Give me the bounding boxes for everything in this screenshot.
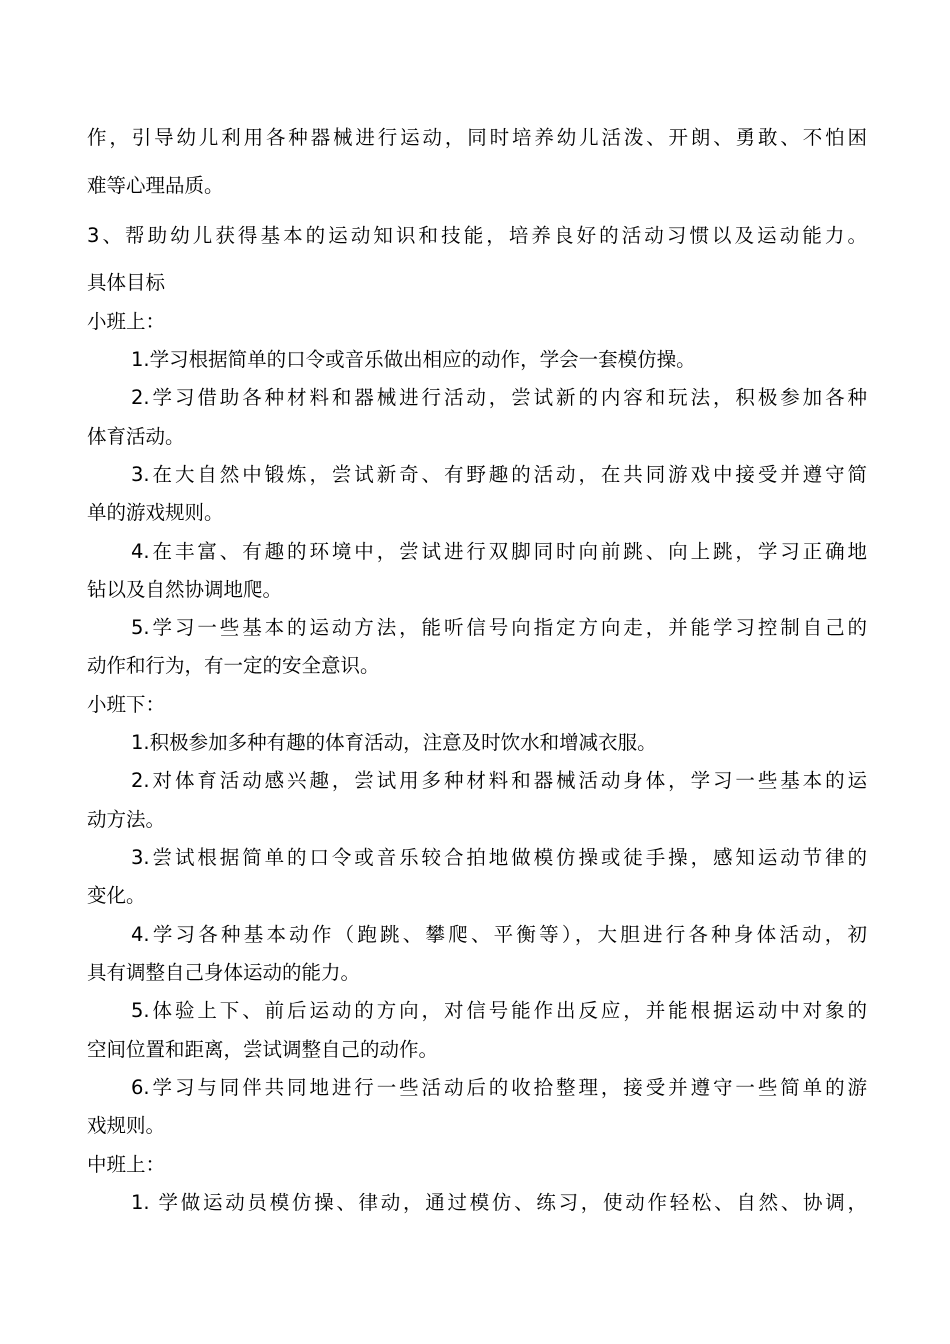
small-lower-item-2-line-1: 2.对体育活动感兴趣，尝试用多种材料和器械活动身体，学习一些基本的运 — [131, 769, 867, 792]
small-lower-heading: 小班下： — [87, 693, 166, 716]
intro-line-1: 作，引导幼儿利用各种器械进行运动，同时培养幼儿活泼、开朗、勇敢、不怕困 — [87, 126, 867, 149]
small-lower-item-4-line-1: 4.学习各种基本动作（跑跳、攀爬、平衡等），大胆进行各种身体活动，初 — [131, 923, 867, 946]
small-lower-item-4-line-2: 具有调整自己身体运动的能力。 — [87, 961, 361, 984]
specific-goals-heading: 具体目标 — [87, 271, 166, 294]
small-upper-item-5-line-2: 动作和行为，有一定的安全意识。 — [87, 654, 380, 677]
middle-upper-heading: 中班上： — [87, 1153, 166, 1176]
small-upper-item-4-line-1: 4.在丰富、有趣的环境中，尝试进行双脚同时向前跳、向上跳，学习正确地 — [131, 540, 867, 563]
small-upper-item-4-line-2: 钻以及自然协调地爬。 — [87, 578, 283, 601]
small-upper-item-3-line-1: 3.在大自然中锻炼，尝试新奇、有野趣的活动，在共同游戏中接受并遵守简 — [131, 463, 867, 486]
small-lower-item-5-line-2: 空间位置和距离，尝试调整自己的动作。 — [87, 1038, 439, 1061]
small-upper-item-5-line-1: 5.学习一些基本的运动方法，能听信号向指定方向走，并能学习控制自己的 — [131, 616, 867, 639]
small-upper-item-3-line-2: 单的游戏规则。 — [87, 501, 224, 524]
small-upper-heading: 小班上： — [87, 310, 166, 333]
goal-3-line: 3、帮助幼儿获得基本的运动知识和技能，培养良好的活动习惯以及运动能力。 — [87, 224, 867, 247]
small-lower-item-2-line-2: 动方法。 — [87, 808, 166, 831]
intro-line-2: 难等心理品质。 — [87, 174, 224, 197]
small-upper-item-1: 1.学习根据简单的口令或音乐做出相应的动作，学会一套模仿操。 — [131, 348, 696, 371]
small-upper-item-2-line-1: 2.学习借助各种材料和器械进行活动，尝试新的内容和玩法，积极参加各种 — [131, 386, 867, 409]
small-upper-item-2-line-2: 体育活动。 — [87, 425, 185, 448]
small-lower-item-6-line-2: 戏规则。 — [87, 1114, 166, 1137]
small-lower-item-3-line-2: 变化。 — [87, 884, 146, 907]
middle-upper-item-1-line-1: 1. 学做运动员模仿操、律动，通过模仿、练习，使动作轻松、自然、协调， — [131, 1191, 867, 1214]
small-lower-item-1: 1.积极参加多种有趣的体育活动，注意及时饮水和增减衣服。 — [131, 731, 657, 754]
small-lower-item-3-line-1: 3.尝试根据简单的口令或音乐较合拍地做模仿操或徒手操，感知运动节律的 — [131, 846, 867, 869]
small-lower-item-6-line-1: 6.学习与同伴共同地进行一些活动后的收拾整理，接受并遵守一些简单的游 — [131, 1076, 867, 1099]
small-lower-item-5-line-1: 5.体验上下、前后运动的方向，对信号能作出反应，并能根据运动中对象的 — [131, 999, 867, 1022]
